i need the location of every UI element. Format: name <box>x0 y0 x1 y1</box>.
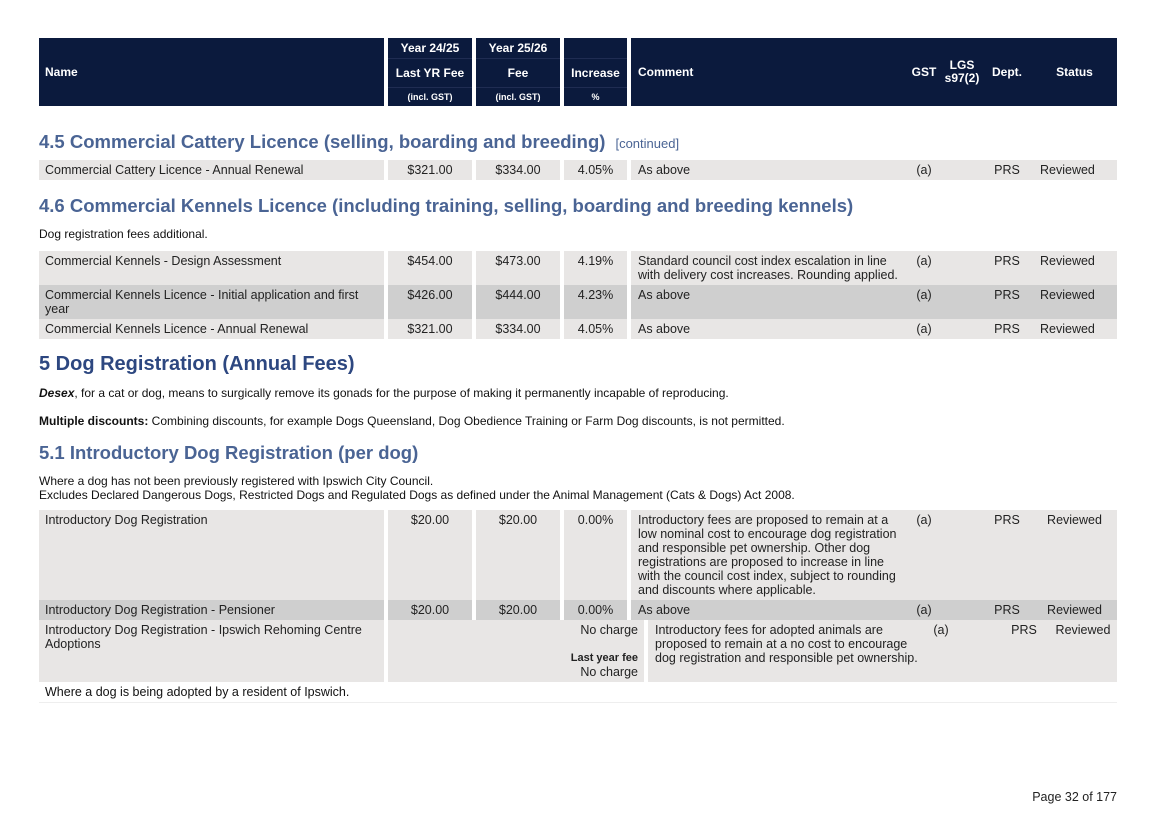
row-gst: (a) <box>906 160 942 180</box>
section-5-1-note-1: Where a dog has not been previously registered with Ipswich City Council. <box>39 474 434 488</box>
header-comment: Comment <box>638 65 694 79</box>
row-dept: PRS <box>982 600 1032 620</box>
header-last-year-fee-label: Last YR Fee <box>395 66 465 80</box>
table-row <box>39 510 1117 600</box>
row-last-fee: $20.00 <box>388 510 472 600</box>
row-lgs <box>942 319 982 339</box>
header-last-year-label: Year 24/25 <box>388 38 472 59</box>
table-row <box>39 620 1117 682</box>
discount-term: Multiple discounts: <box>39 414 149 428</box>
row-lgs <box>942 600 982 620</box>
header-last-year-fee <box>388 38 472 106</box>
row-dept: PRS <box>982 251 1032 285</box>
row-increase: 0.00% <box>564 600 627 620</box>
last-year-fee-label: Last year fee <box>570 652 638 664</box>
row-increase: 4.05% <box>564 160 627 180</box>
row-comment: Introductory fees for adopted animals are proposed to remain at a no cost to encourage dog registration and responsible pet ownership. <box>648 620 923 682</box>
row-name: Commercial Kennels Licence - Annual Renewal <box>39 319 384 339</box>
row-fee: $334.00 <box>476 160 560 180</box>
row-increase: 4.19% <box>564 251 627 285</box>
row-last-fee: $321.00 <box>388 160 472 180</box>
section-4-6-note: Dog registration fees additional. <box>39 227 208 241</box>
desex-term: Desex <box>39 386 75 400</box>
row-comment: As above <box>631 160 906 180</box>
row-last-fee: $454.00 <box>388 251 472 285</box>
table-row <box>39 285 1117 319</box>
table-row <box>39 600 1117 620</box>
row-comment: Introductory fees are proposed to remain at a low nominal cost to encourage dog registration and responsible pet ownership. Other dog registrations are proposed to increase in line with the council cost index, subject to rounding and discounts where applicable. <box>631 510 906 600</box>
row-lgs <box>942 285 982 319</box>
header-increase-label: Increase <box>571 66 620 80</box>
header-this-year-fee <box>476 38 560 106</box>
row-dept: PRS <box>999 620 1049 682</box>
row-fee: $444.00 <box>476 285 560 319</box>
row-fee: $20.00 <box>476 600 560 620</box>
row-fee: $473.00 <box>476 251 560 285</box>
header-status: Status <box>1056 65 1093 79</box>
row-dept: PRS <box>982 160 1032 180</box>
row-dept: PRS <box>982 319 1032 339</box>
header-increase <box>564 38 627 106</box>
row-dept: PRS <box>982 285 1032 319</box>
header-this-year-gst-label: (incl. GST) <box>476 87 560 106</box>
row-status: Reviewed <box>1032 160 1117 180</box>
row-lgs <box>942 510 982 600</box>
desex-text: , for a cat or dog, means to surgically remove its gonads for the purpose of making it permanently incapable of reproducing. <box>74 386 729 400</box>
row-fee-merged <box>388 620 644 682</box>
row-name: Introductory Dog Registration - Ipswich Rehoming Centre Adoptions <box>39 620 384 682</box>
section-5-1-heading: 5.1 Introductory Dog Registration (per dog) <box>39 442 419 463</box>
page-number: Page 32 of 177 <box>1032 790 1117 804</box>
row-lgs <box>942 251 982 285</box>
row-comment: Standard council cost index escalation in line with delivery cost increases. Rounding applied. <box>631 251 906 285</box>
header-this-year-fee-label: Fee <box>507 66 529 80</box>
row-increase: 4.05% <box>564 319 627 339</box>
row-status: Reviewed <box>1032 600 1117 620</box>
section-4-6-heading: 4.6 Commercial Kennels Licence (including training, selling, boarding and breeding kennels) <box>39 195 854 216</box>
table-header <box>39 38 1117 106</box>
row-status: Reviewed <box>1049 620 1117 682</box>
row-gst: (a) <box>906 600 942 620</box>
row-comment: As above <box>631 285 906 319</box>
header-lgs: LGS s97(2) <box>944 58 980 85</box>
row-comment: As above <box>631 600 906 620</box>
table-row <box>39 160 1117 180</box>
row-increase: 0.00% <box>564 510 627 600</box>
continued-label: [continued] <box>615 136 680 151</box>
row-footnote: Where a dog is being adopted by a resident of Ipswich. <box>39 682 1117 703</box>
desex-definition <box>39 386 1117 400</box>
section-5-1-note-2: Excludes Declared Dangerous Dogs, Restricted Dogs and Regulated Dogs as defined under the Animal Management (Cats & Dogs) Act 2008. <box>39 488 795 502</box>
row-gst: (a) <box>906 251 942 285</box>
row-status: Reviewed <box>1032 319 1117 339</box>
row-dept: PRS <box>982 510 1032 600</box>
row-name: Commercial Kennels - Design Assessment <box>39 251 384 285</box>
header-last-year-gst-label: (incl. GST) <box>388 87 472 106</box>
section-4-6-table <box>39 251 1117 339</box>
row-last-fee: $321.00 <box>388 319 472 339</box>
row-last-fee: $426.00 <box>388 285 472 319</box>
row-fee: $334.00 <box>476 319 560 339</box>
section-5-1-table <box>39 510 1117 703</box>
row-last-fee: $20.00 <box>388 600 472 620</box>
row-lgs <box>959 620 999 682</box>
row-gst: (a) <box>923 620 959 682</box>
row-last-fee: No charge <box>580 665 638 679</box>
header-name: Name <box>39 38 384 106</box>
row-name: Introductory Dog Registration - Pensioner <box>39 600 384 620</box>
row-increase: 4.23% <box>564 285 627 319</box>
row-fee: No charge <box>580 623 638 637</box>
table-row <box>39 319 1117 339</box>
table-row <box>39 251 1117 285</box>
discount-note <box>39 414 1117 428</box>
row-status: Reviewed <box>1032 285 1117 319</box>
fee-schedule-page <box>39 38 1117 703</box>
header-increase-unit: % <box>564 87 627 106</box>
row-gst: (a) <box>906 510 942 600</box>
header-right-group <box>631 38 1117 106</box>
row-lgs <box>942 160 982 180</box>
row-gst: (a) <box>906 285 942 319</box>
row-name: Introductory Dog Registration <box>39 510 384 600</box>
row-gst: (a) <box>906 319 942 339</box>
row-name: Commercial Cattery Licence - Annual Renewal <box>39 160 384 180</box>
header-this-year-label: Year 25/26 <box>476 38 560 59</box>
header-dept: Dept. <box>992 65 1022 79</box>
row-fee: $20.00 <box>476 510 560 600</box>
row-status: Reviewed <box>1032 510 1117 600</box>
row-name: Commercial Kennels Licence - Initial application and first year <box>39 285 384 319</box>
section-4-5-heading <box>39 131 1117 153</box>
header-gst: GST <box>911 65 937 79</box>
section-5-heading: 5 Dog Registration (Annual Fees) <box>39 353 355 375</box>
section-title: 4.5 Commercial Cattery Licence (selling, boarding and breeding) <box>39 131 606 152</box>
row-status: Reviewed <box>1032 251 1117 285</box>
row-comment: As above <box>631 319 906 339</box>
discount-text: Combining discounts, for example Dogs Queensland, Dog Obedience Training or Farm Dog discounts, is not permitted. <box>148 414 785 428</box>
